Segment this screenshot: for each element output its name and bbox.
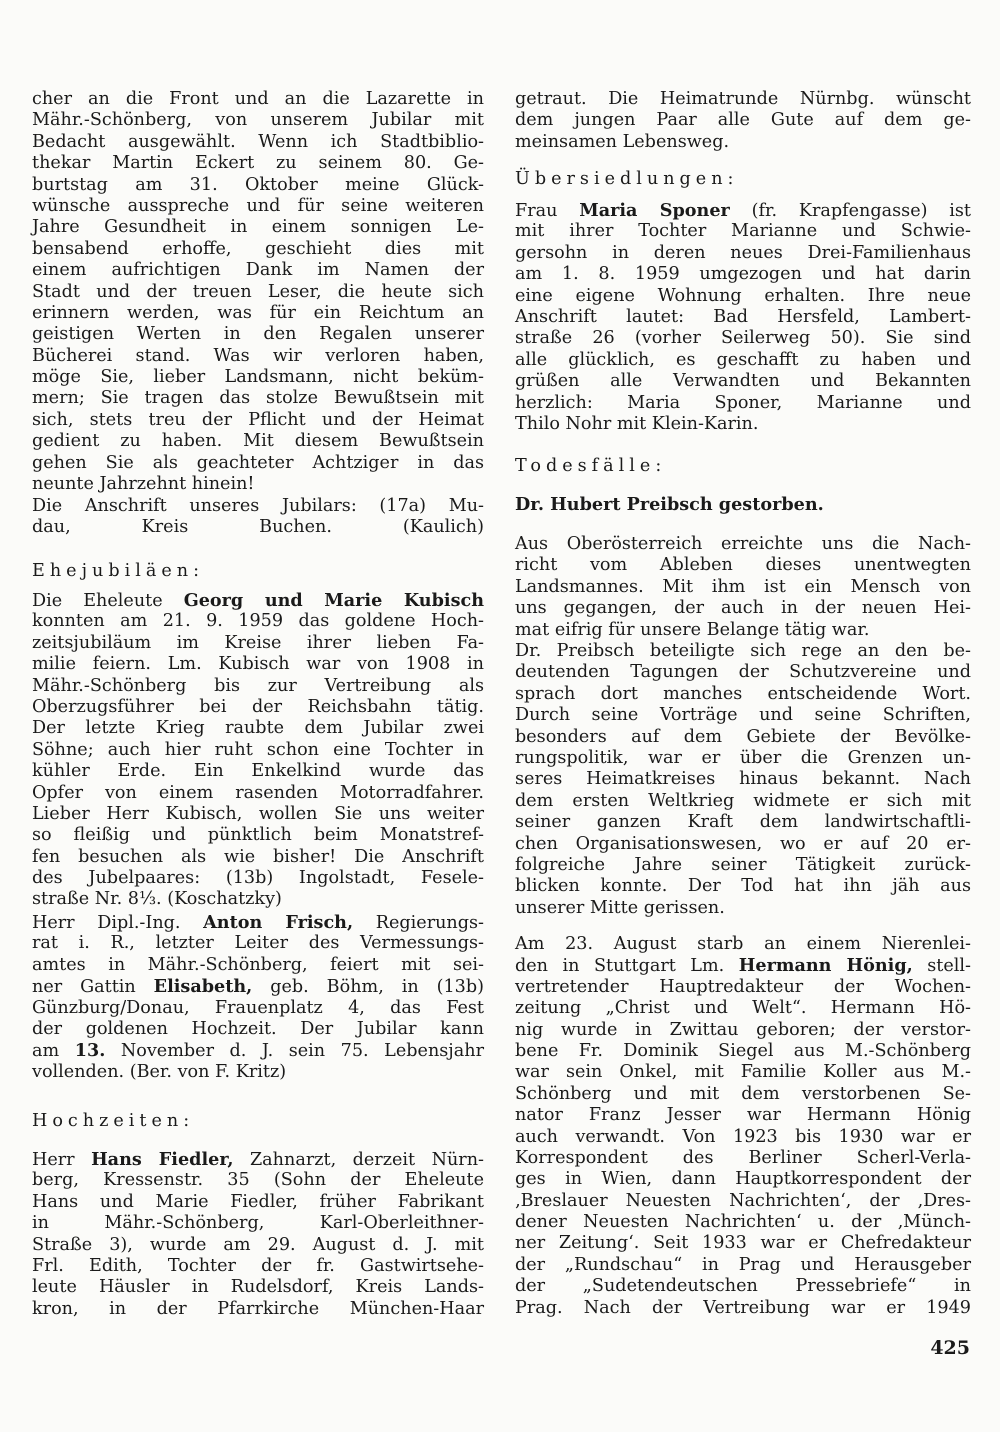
text-segment: Straße 3), wurde am 29. August d. J. mit [32,1234,484,1255]
text-segment: Durch seine Vorträge und seine Schriften, [515,705,971,726]
text-segment: war sein Onkel, mit Familie Koller aus M.- [515,1062,971,1083]
text-line [32,912,484,933]
text-line [515,307,971,328]
text-line [515,221,971,242]
text-line [32,633,484,654]
text-segment: bene Fr. Dominik Siegel aus M.-Schönberg [515,1040,971,1061]
text-segment: rat i. R., letzter Leiter des Vermessungs- [32,933,484,954]
text-segment: rungspolitik, war er über die Grenzen un- [515,747,971,768]
text-line [515,876,971,897]
text-line [32,89,484,110]
paragraph [32,496,484,539]
section-heading: Ehejubiläen: [32,561,205,581]
text-segment: Regierungs- [353,913,484,933]
text-segment: der „Sudetendeutschen Pressebriefe“ in [515,1276,971,1297]
text-line [32,1277,484,1298]
bold-name: Georg und Marie Kubisch [183,590,484,611]
text-segment: so fleißig und pünktlich beim Monatstref- [32,825,484,846]
text-segment: berg, Kressenstr. 35 (Sohn der Eheleute [32,1170,484,1191]
text-segment: herzlich: Maria Sponer, Marianne und [515,392,971,413]
text-line [32,260,484,281]
text-segment: milie feiern. Lm. Kubisch war von 1908 in [32,654,484,675]
text-line [515,1062,971,1083]
text-line [32,1299,484,1320]
text-line [32,517,484,538]
text-line [515,1191,971,1212]
text-segment: Schönberg und mit dem verstorbenen Se- [515,1083,971,1104]
text-segment: gedient zu haben. Mit diesem Bewußtsein [32,431,484,452]
text-line [32,676,484,697]
text-segment: straße Nr. 8⅓. (Koschatzky) [32,889,282,910]
text-line [515,200,971,221]
paragraph [32,590,484,911]
text-line [32,868,484,889]
text-line [32,955,484,976]
text-line [515,534,971,555]
text-line [32,998,484,1019]
text-segment: folgreiche Jahre seiner Tätigkeit zurück- [515,854,971,875]
text-line [515,1105,971,1126]
text-line [32,783,484,804]
text-segment: ner Zeitung‘. Seit 1933 war er Chefredakteur [515,1233,971,1254]
text-line [32,388,484,409]
text-line [515,350,971,371]
text-line [32,346,484,367]
text-segment: Dr. Preibsch beteiligte sich rege an den be- [515,641,971,661]
text-line [32,1235,484,1256]
text-segment: dem ersten Weltkrieg widmete er sich mit [515,790,971,811]
text-line [32,1040,484,1061]
text-segment: cher an die Front und an die Lazarette in [32,89,484,109]
text-line [32,611,484,632]
text-line [515,620,971,641]
text-segment: mit ihrer Tochter Marianne und Schwie- [515,221,971,242]
text-line [32,1019,484,1040]
text-line [32,110,484,131]
paragraph [515,89,971,153]
text-line [32,1213,484,1234]
text-line [32,1062,484,1083]
text-segment: uns gegangen, der auch in der neuen Hei- [515,598,971,619]
text-segment: kühler Erde. Ein Enkelkind wurde das [32,761,484,782]
text-segment: erinnern werden, was für ein Reichtum an [32,302,484,323]
text-line [515,393,971,414]
text-line [515,1212,971,1233]
text-segment: geb. Böhm, in (13b) [252,977,484,998]
text-segment: möge Sie, lieber Landsmann, nicht beküm- [32,367,484,388]
text-segment: sprach dort manches entscheidende Wort. [515,683,971,704]
text-segment: Herr [32,1150,92,1170]
text-line [32,474,484,495]
text-line [32,303,484,324]
text-line [515,812,971,833]
text-segment: deutenden Tagungen der Schutzvereine und [515,662,971,683]
text-line [515,1255,971,1276]
text-segment: kron, in der Pfarrkirche München-Haar [32,1298,484,1319]
text-line [515,1233,971,1254]
text-line [32,1149,484,1170]
text-segment: Söhne; auch hier ruht schon eine Tochter in [32,739,484,760]
text-line [515,1127,971,1148]
text-segment: mat eifrig für unsere Belange tätig war. [515,619,870,640]
text-segment: auch verwandt. Von 1923 bis 1930 war er [515,1126,971,1147]
text-segment: bensabend erhoffe, geschieht dies mit [32,238,484,259]
text-segment: seres Heimatkreises hinaus bekannt. Nach [515,769,971,790]
paragraph [515,534,971,641]
text-segment: ges in Wien, dann Hauptkorrespondent der [515,1169,971,1190]
text-segment: Jahre Gesundheit in einem sonnigen Le- [32,217,484,238]
section-heading: Todesfälle: [515,456,667,476]
article-title: Dr. Hubert Preibsch gestorben. [515,494,824,515]
text-segment: November d. J. sein 75. Lebensjahr [105,1041,484,1062]
text-line [32,132,484,153]
text-segment: straße 26 (vorher Seilerweg 50). Sie sind [515,328,971,349]
text-line [32,217,484,238]
text-segment: vollenden. (Ber. von F. Kritz) [32,1061,287,1082]
text-line [32,1192,484,1213]
text-segment: Landsmannes. Mit ihm ist ein Mensch von [515,576,971,597]
text-segment: wünsche ausspreche und für seine weiteren [32,195,484,216]
bold-name: Maria Sponer [579,200,730,221]
text-segment: Am 23. August starb an einem Nierenlei- [515,934,971,954]
bold-name: Hans Fiedler, [91,1149,234,1170]
text-segment: einem aufrichtigen Dank im Namen der [32,260,484,281]
text-segment: eine eigene Wohnung erhalten. Ihre neue [515,285,971,306]
text-segment: blicken konnte. Der Tod hat ihn jäh aus [515,876,971,897]
text-line [32,196,484,217]
text-line [515,371,971,392]
text-segment: (fr. Krapfengasse) ist [729,201,971,221]
text-segment: des Jubelpaares: (13b) Ingolstadt, Fesele- [32,868,484,889]
text-line [515,1041,971,1062]
text-line [32,654,484,675]
text-line [515,684,971,705]
text-segment: Thilo Nohr mit Klein-Karin. [515,413,759,434]
text-line [515,328,971,349]
text-segment: richt vom Ableben dieses unentwegten [515,555,971,576]
text-segment: alle glücklich, es geschafft zu haben und [515,349,971,370]
paragraph [515,934,971,1319]
text-line [515,898,971,919]
text-line [515,769,971,790]
paragraph [515,641,971,919]
text-line [515,555,971,576]
text-line [515,934,971,955]
text-line [32,761,484,782]
text-segment: dau, Kreis Buchen. (Kaulich) [32,517,484,538]
text-segment: Frl. Edith, Tochter der fr. Gastwirtsehe- [32,1255,484,1276]
text-segment: Günzburg/Donau, Frauenplatz 4, das Fest [32,997,484,1018]
paragraph [515,200,971,435]
text-line [32,889,484,910]
text-line [32,976,484,997]
text-line [515,1298,971,1319]
text-segment: burtstag am 31. Oktober meine Glück- [32,174,484,195]
text-segment: Die Eheleute [32,591,184,611]
text-segment: Hans und Marie Fiedler, früher Fabrikant [32,1191,484,1212]
text-segment: Anschrift lautet: Bad Hersfeld, Lambert- [515,306,971,327]
text-segment: Prag. Nach der Vertreibung war er 1949 [515,1297,971,1318]
text-segment: Bedacht ausgewählt. Wenn ich Stadtbiblio- [32,131,484,152]
text-line [32,697,484,718]
text-segment: neunte Jahrzehnt hinein! [32,474,255,495]
text-segment: nig wurde in Zwittau geboren; der verstor- [515,1019,971,1040]
text-line [515,1169,971,1190]
text-segment: gersohn in deren neues Drei-Familienhaus [515,242,971,263]
section-heading: Hochzeiten: [32,1111,195,1131]
text-segment: Die Anschrift unseres Jubilars: (17a) Mu- [32,496,484,516]
text-segment: getraut. Die Heimatrunde Nürnbg. wünscht [515,89,971,109]
text-line [515,414,971,435]
text-segment: seiner ganzen Kraft dem landwirtschaftli- [515,812,971,833]
text-line [32,1170,484,1191]
text-line [32,496,484,517]
text-segment: thekar Martin Eckert zu seinem 80. Ge- [32,153,484,174]
text-segment: vertretender Hauptredakteur der Wochen- [515,976,971,997]
text-line [515,132,971,153]
text-segment: besonders auf dem Gebiete der Bevölke- [515,726,971,747]
text-segment: dener Neuesten Nachrichten‘ u. der ‚Münch- [515,1212,971,1233]
text-line [515,110,971,131]
text-line [515,748,971,769]
text-line [515,791,971,812]
text-segment: dem jungen Paar alle Gute auf dem ge- [515,110,971,131]
text-line [515,662,971,683]
bold-name: Anton Frisch, [203,912,354,933]
text-line [515,727,971,748]
text-segment: sich, stets treu der Pflicht und der Heimat [32,409,484,430]
text-segment: Bücherei stand. Was wir verloren haben, [32,345,484,366]
text-segment: Aus Oberösterreich erreichte uns die Nach- [515,534,971,554]
paragraph [32,1149,484,1320]
text-line [515,1020,971,1041]
text-line [32,933,484,954]
text-segment: gehen Sie als geachteter Achtziger in das [32,452,484,473]
text-line [32,825,484,846]
text-segment: Opfer von einem rasenden Motorradfahrer. [32,782,484,803]
text-segment: zeitsjubiläum im Kreise ihrer lieben Fa- [32,632,484,653]
text-segment: mern; Sie tragen das stolze Bewußtsein mit [32,388,484,409]
page-number: 425 [930,1337,970,1359]
text-line [515,243,971,264]
text-segment: geistigen Werten in den Regalen unserer [32,324,484,345]
text-segment: grüßen alle Verwandten und Bekannten [515,371,971,392]
text-segment: Herr Dipl.-Ing. [32,913,204,933]
text-segment: chen Organisationswesen, wo er auf 20 er- [515,833,971,854]
text-line [32,410,484,431]
text-segment: am 1. 8. 1959 umgezogen und hat darin [515,264,971,285]
bold-name: Hermann Hönig, [738,955,913,977]
text-line [32,367,484,388]
text-segment: fen besuchen als wie bisher! Die Anschrift [32,846,484,867]
text-segment: Mähr.-Schönberg, von unserem Jubilar mit [32,110,484,131]
text-segment: Mähr.-Schönberg bis zur Vertreibung als [32,675,484,696]
text-line [32,431,484,452]
text-line [32,740,484,761]
text-line [32,804,484,825]
text-segment: stell- [912,956,971,977]
bold-name: Elisabeth, [153,976,253,998]
text-segment: nator Franz Jesser war Hermann Hönig [515,1105,971,1126]
text-line [32,324,484,345]
text-line [515,955,971,976]
paragraph [32,912,484,1083]
text-segment: ner Gattin [32,977,154,998]
text-line [515,998,971,1019]
text-segment: Oberzugsführer bei der Reichsbahn tätig. [32,696,484,717]
text-line [515,264,971,285]
text-line [515,1084,971,1105]
text-line [32,239,484,260]
text-segment: den in Stuttgart Lm. [515,956,739,977]
section-heading: Übersiedlungen: [515,169,739,189]
text-segment: Korrespondent des Berliner Scherl-Verla- [515,1147,971,1168]
text-segment: konnten am 21. 9. 1959 das goldene Hoch- [32,611,484,632]
text-line [32,175,484,196]
text-segment: Stadt und der treuen Leser, die heute sich [32,281,484,302]
text-line [32,1256,484,1277]
text-segment: am [32,1041,75,1062]
text-segment: in Mähr.-Schönberg, Karl-Oberleithner- [32,1213,484,1234]
text-segment: Frau [515,201,580,221]
text-segment: der goldenen Hochzeit. Der Jubilar kann [32,1018,484,1039]
text-line [32,847,484,868]
text-line [515,1148,971,1169]
text-segment: ‚Breslauer Neuesten Nachrichten‘, der ‚Dres- [515,1190,971,1211]
bold-name: 13. [74,1040,106,1062]
text-segment: Lieber Herr Kubisch, wollen Sie uns weiter [32,803,484,824]
text-line [515,1276,971,1297]
text-line [515,834,971,855]
text-line [515,705,971,726]
text-segment: leute Häusler in Rudelsdorf, Kreis Lands- [32,1277,484,1298]
text-segment: meinsamen Lebensweg. [515,131,730,152]
text-segment: Der letzte Krieg raubte dem Jubilar zwei [32,718,484,739]
paragraph [32,89,484,495]
text-line [32,153,484,174]
text-line [515,598,971,619]
text-segment: zeitung „Christ und Welt“. Hermann Hö- [515,998,971,1019]
text-segment: der „Rundschau“ in Prag und Herausgeber [515,1254,971,1275]
text-line [515,89,971,110]
text-line [32,453,484,474]
text-line [515,641,971,662]
text-line [32,282,484,303]
text-segment: amtes in Mähr.-Schönberg, feiert mit sei- [32,954,484,975]
text-line [32,718,484,739]
text-line [515,577,971,598]
text-line [515,855,971,876]
text-segment: unserer Mitte gerissen. [515,897,725,918]
text-segment: Zahnarzt, derzeit Nürn- [233,1150,484,1170]
text-line [515,977,971,998]
text-line [32,590,484,611]
text-line [515,286,971,307]
